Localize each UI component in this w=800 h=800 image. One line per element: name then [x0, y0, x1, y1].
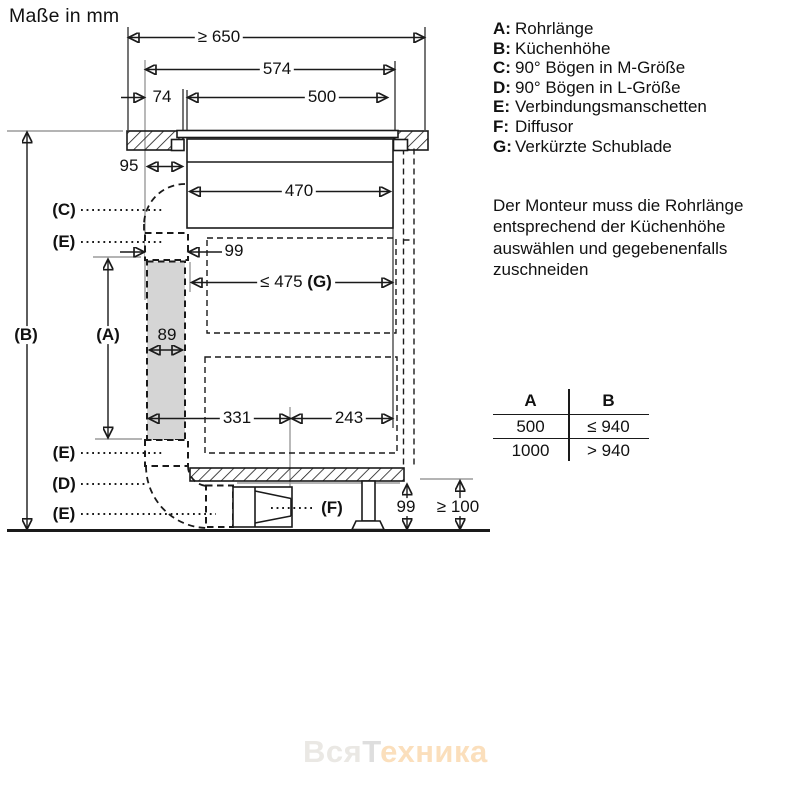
- table-header-b: B: [602, 391, 615, 410]
- dim-label-100: ≥ 100: [434, 498, 482, 516]
- legend-text: 90° Bögen in M-Größe: [515, 58, 686, 78]
- legend-item-b: [493, 39, 707, 59]
- legend: [493, 19, 707, 156]
- countertop-left-rabbet: [172, 140, 185, 151]
- tag-e-top: (E): [52, 232, 76, 252]
- legend-item-c: [493, 58, 707, 78]
- watermark-part-2: Т: [362, 734, 381, 769]
- lower-drawer-zone: [205, 357, 397, 453]
- legend-text: Verkürzte Schublade: [515, 136, 672, 156]
- plinth-foot-stem: [362, 481, 375, 521]
- dim-label-475-g: [257, 273, 335, 291]
- legend-key: E:: [493, 97, 510, 117]
- cabinet-bottom-panel: [190, 468, 404, 481]
- dim-label-475-value: ≤ 475: [260, 272, 308, 292]
- legend-key: C:: [493, 58, 511, 78]
- table-row: [493, 415, 649, 439]
- dim-label-99-top: 99: [224, 241, 244, 261]
- dim-label-650: ≥ 650: [195, 28, 243, 46]
- legend-text: 90° Bögen in L-Größe: [515, 77, 681, 97]
- legend-text: Verbindungsmanschetten: [515, 97, 707, 117]
- dim-label-475-letter: (G): [307, 272, 332, 292]
- elbow-c-m-size: [144, 184, 185, 225]
- dim-label-500: 500: [305, 88, 339, 106]
- installer-note: Der Monteur muss die Rohrlänge entsprechend der Küchenhöhe auswählen und gegebenenfalls zuschneiden: [493, 196, 744, 280]
- dim-label-243: 243: [332, 409, 366, 427]
- legend-text: Küchenhöhe: [515, 38, 611, 58]
- duct-pipe-a: [147, 262, 185, 441]
- legend-item-f: [493, 117, 707, 137]
- legend-item-d: [493, 78, 707, 98]
- connector-sleeve-e-mid: [145, 440, 188, 466]
- dim-label-95: 95: [119, 156, 139, 176]
- tag-e-bottom: (E): [52, 504, 76, 524]
- hob-glass-panel: [177, 131, 398, 138]
- table-cell: ≤ 940: [587, 417, 630, 436]
- legend-key: F:: [493, 116, 510, 136]
- table-cell: 1000: [511, 441, 550, 460]
- tag-d: (D): [52, 474, 76, 494]
- table-divider: [568, 389, 570, 461]
- watermark-part-1: Вся: [303, 734, 363, 769]
- legend-key: G:: [493, 136, 512, 156]
- tag-e-mid: (E): [52, 443, 76, 463]
- dim-label-470: 470: [282, 182, 316, 200]
- legend-item-g: [493, 137, 707, 157]
- dim-label-89: 89: [157, 325, 177, 345]
- connector-sleeve-e-top: [145, 233, 188, 260]
- plinth-foot-base: [352, 521, 384, 530]
- dim-label-331: 331: [220, 409, 254, 427]
- table-cell: 500: [516, 417, 545, 436]
- legend-item-a: [493, 19, 707, 39]
- table-header-row: [493, 389, 649, 415]
- page-title: Maße in mm: [9, 5, 120, 27]
- tag-a: (A): [96, 325, 120, 345]
- legend-text: Rohrlänge: [515, 19, 594, 38]
- pipe-length-table: [493, 389, 649, 462]
- watermark-part-3: ехника: [380, 734, 488, 769]
- legend-key: A:: [493, 19, 511, 38]
- table-header-a: A: [524, 391, 537, 410]
- legend-item-e: [493, 97, 707, 117]
- dim-label-74: 74: [150, 88, 175, 106]
- legend-text: Diffusor: [515, 116, 574, 136]
- tag-f: (F): [321, 498, 343, 518]
- tag-b: (B): [14, 325, 38, 345]
- dim-label-99-bottom: 99: [394, 498, 419, 516]
- connector-sleeve-e-bottom: [206, 486, 233, 528]
- table-cell: > 940: [586, 441, 630, 460]
- legend-key: D:: [493, 77, 511, 97]
- countertop-right-rabbet: [394, 140, 408, 151]
- tag-c: (C): [52, 200, 76, 220]
- dim-label-574: 574: [260, 60, 294, 78]
- watermark: [303, 734, 488, 770]
- table-row: [493, 439, 649, 462]
- legend-key: B:: [493, 38, 511, 58]
